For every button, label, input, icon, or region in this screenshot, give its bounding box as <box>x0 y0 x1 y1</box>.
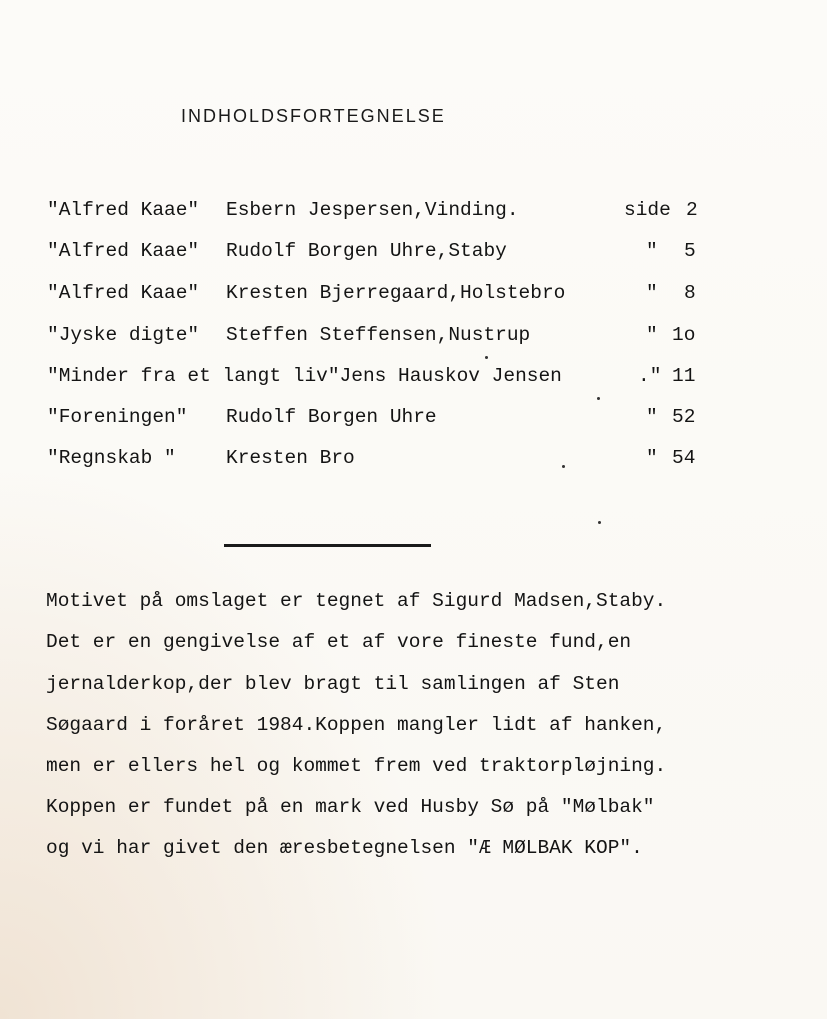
toc-work-title: "Alfred Kaae" <box>47 282 200 304</box>
toc-author: Rudolf Borgen Uhre,Staby <box>226 240 507 262</box>
note-line: Søgaard i foråret 1984.Koppen mangler lidt af hanken, <box>46 714 667 736</box>
horizontal-divider <box>224 544 431 547</box>
note-line: Det er en gengivelse af et af vore fineste fund,en <box>46 631 632 653</box>
toc-page-number: 11 <box>672 365 696 387</box>
toc-page-number: 52 <box>672 406 696 428</box>
toc-author: Rudolf Borgen Uhre <box>226 406 437 428</box>
note-line: jernalderkop,der blev bragt til samlingen af Sten <box>46 673 620 695</box>
toc-work-title: "Alfred Kaae" <box>47 240 200 262</box>
toc-row <box>0 403 827 431</box>
toc-author: Esbern Jespersen,Vinding. <box>226 199 519 221</box>
toc-work-title: "Alfred Kaae" <box>47 199 200 221</box>
ink-speck <box>597 397 600 400</box>
toc-page-number: 54 <box>672 447 696 469</box>
toc-page-prefix: " <box>646 282 658 304</box>
toc-work-title: "Regnskab " <box>47 447 176 469</box>
toc-page-number: 5 <box>684 240 696 262</box>
toc-page-number: 1o <box>672 324 696 346</box>
note-line: Motivet på omslaget er tegnet af Sigurd Madsen,Staby. <box>46 590 667 612</box>
toc-row <box>0 321 827 349</box>
toc-page-prefix: " <box>646 324 658 346</box>
toc-page-prefix: side <box>624 199 671 221</box>
note-line: og vi har givet den æresbetegnelsen "Æ MØLBAK KOP". <box>46 837 643 859</box>
toc-work-title: "Jyske digte" <box>47 324 200 346</box>
toc-page-number: 8 <box>684 282 696 304</box>
toc-page-number: 2 <box>686 199 698 221</box>
toc-author: Steffen Steffensen,Nustrup <box>226 324 531 346</box>
toc-row <box>0 444 827 472</box>
toc-row <box>0 237 827 265</box>
toc-row <box>0 362 827 390</box>
toc-page-prefix: " <box>646 406 658 428</box>
toc-page-prefix: " <box>646 240 658 262</box>
toc-work-title: "Foreningen" <box>47 406 188 428</box>
ink-speck <box>598 521 601 524</box>
note-line: men er ellers hel og kommet frem ved traktorpløjning. <box>46 755 667 777</box>
note-line: Koppen er fundet på en mark ved Husby Sø på "Mølbak" <box>46 796 655 818</box>
toc-author: Kresten Bjerregaard,Holstebro <box>226 282 566 304</box>
page-title: INDHOLDSFORTEGNELSE <box>181 106 446 126</box>
ink-speck <box>485 356 488 359</box>
toc-row <box>0 279 827 307</box>
toc-page-prefix: ." <box>638 365 662 387</box>
toc-author: Kresten Bro <box>226 447 355 469</box>
ink-speck <box>562 465 565 468</box>
toc-page-prefix: " <box>646 447 658 469</box>
toc-row <box>0 196 827 224</box>
toc-work-title: "Minder fra et langt liv"Jens Hauskov Jensen <box>47 365 562 387</box>
